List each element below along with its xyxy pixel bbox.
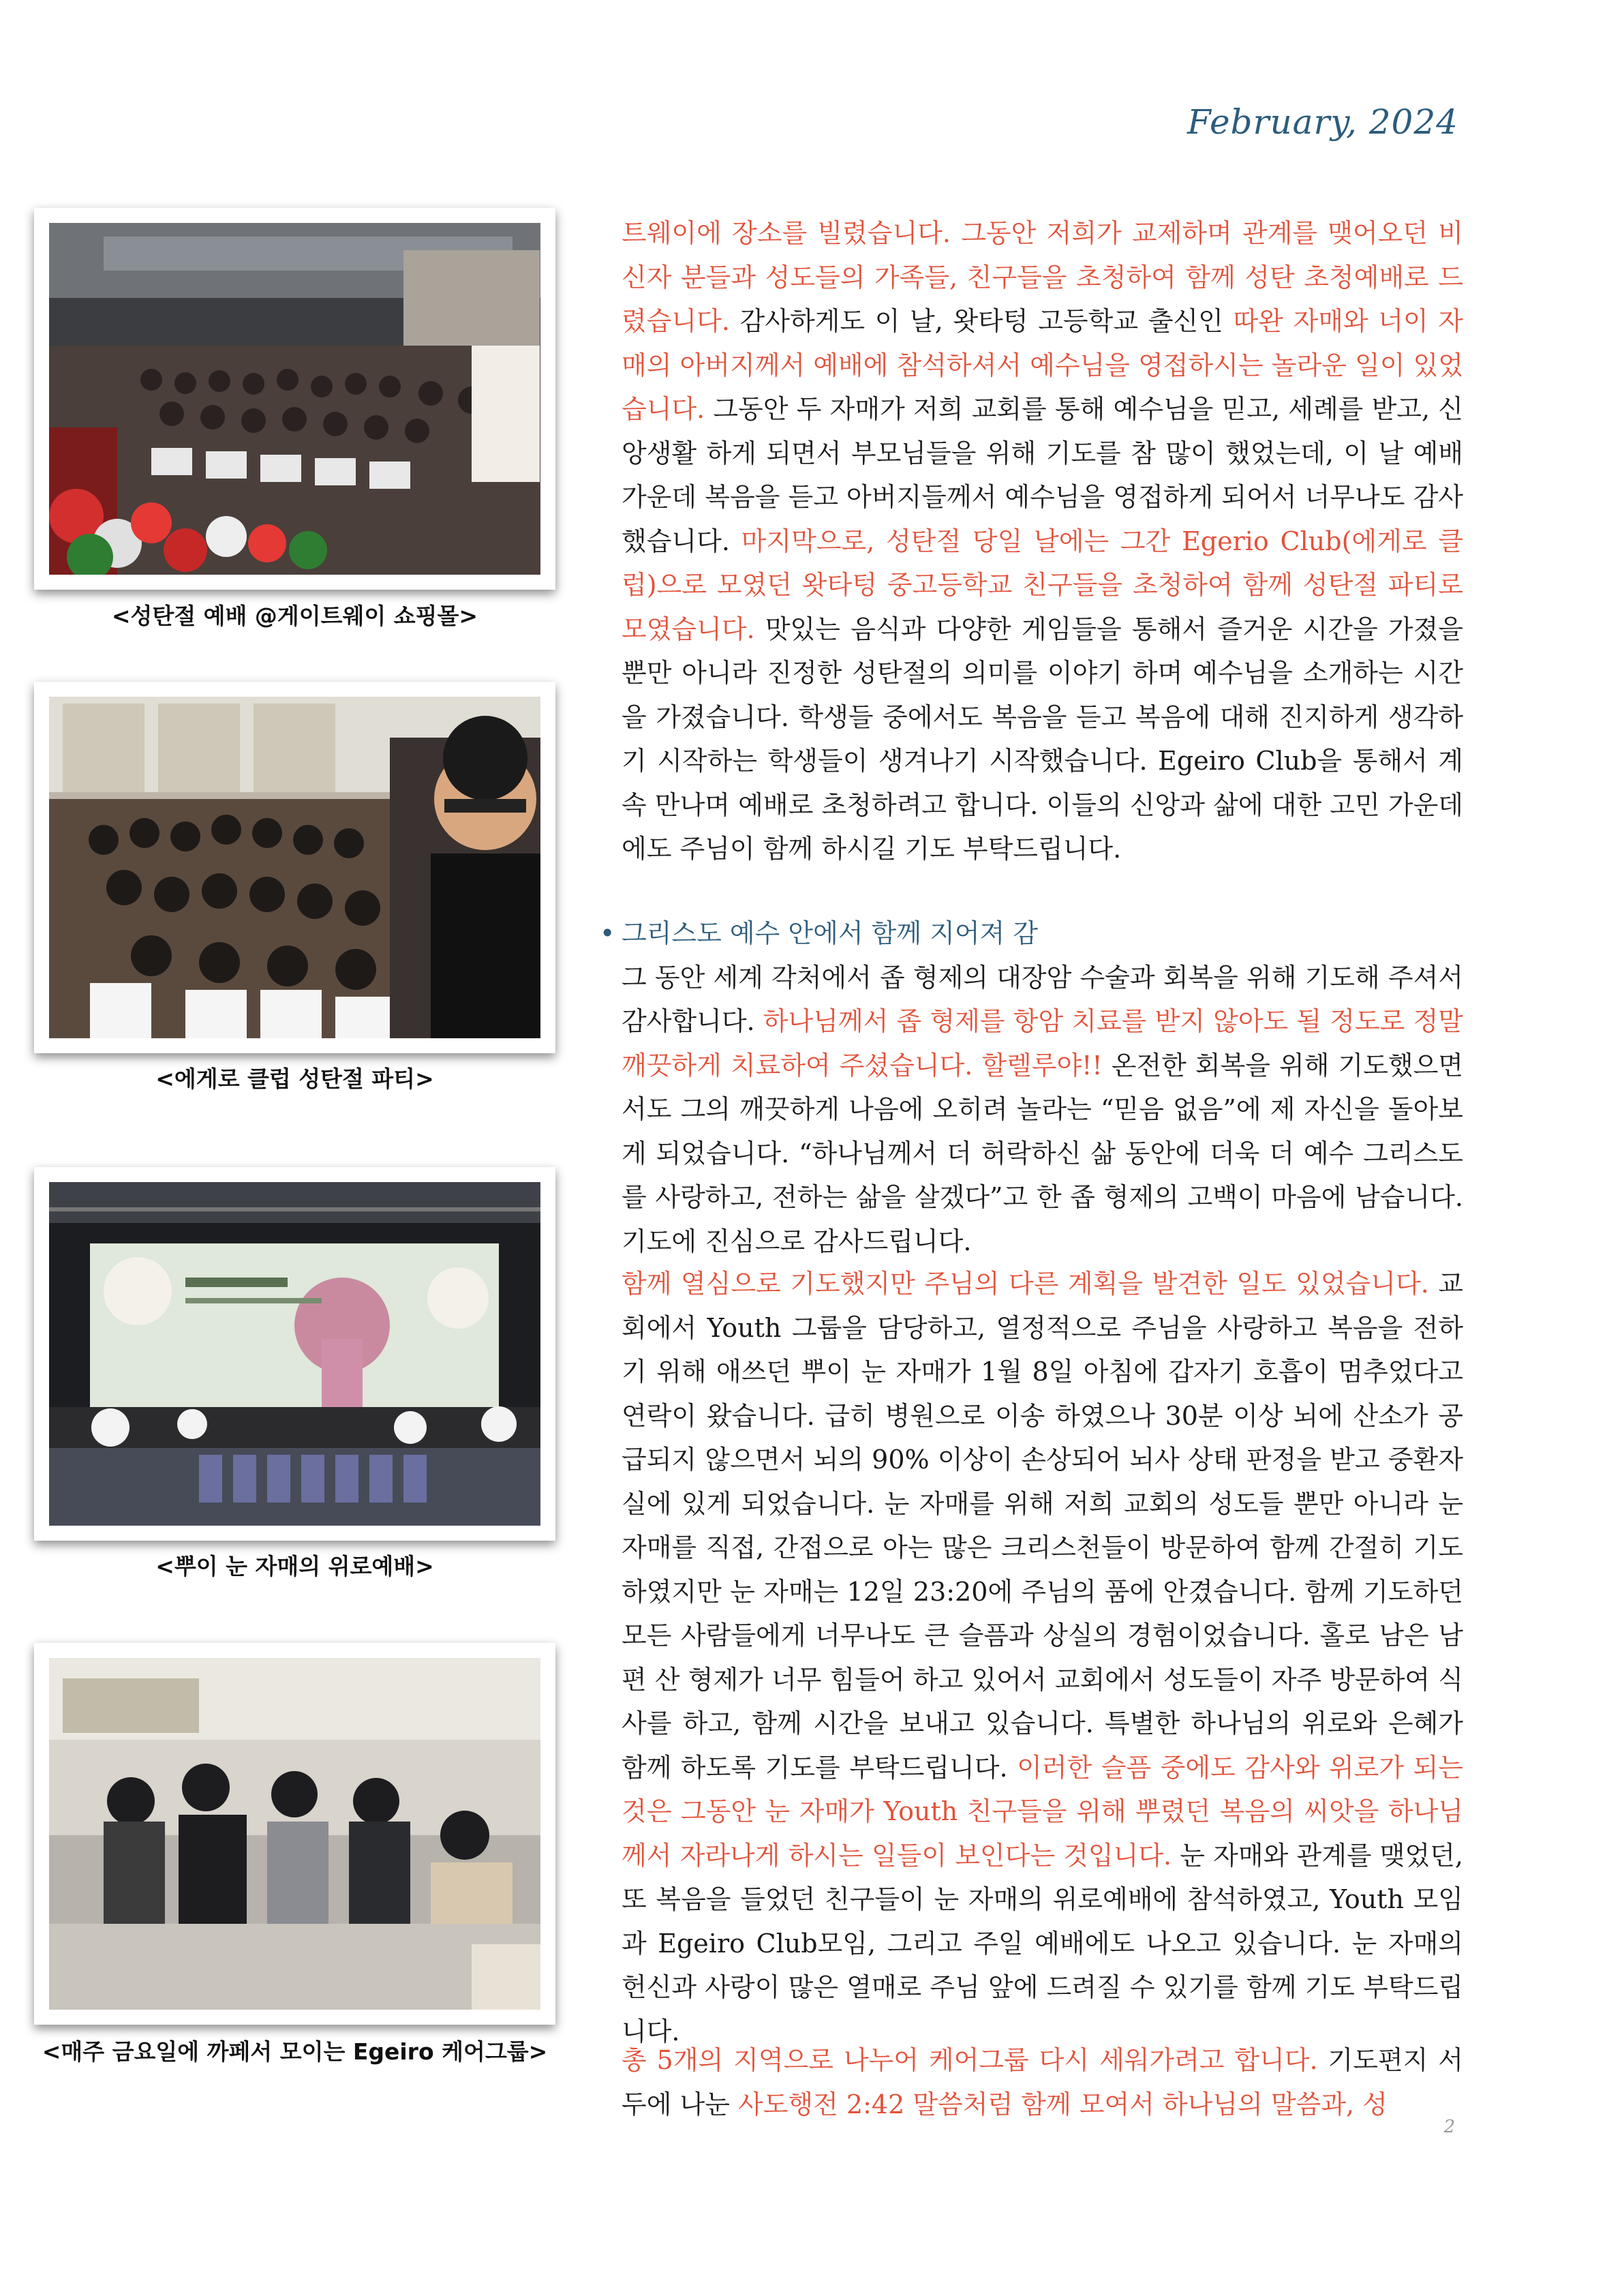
highlight-text: 하나님께서 좁 형제를 항암 치료를 받지 않아도 될 정도로 정말 깨끗하게 치료하여 주셨습니다. 할렐루야!! <box>622 1006 1463 1081</box>
highlight-text: 사도행전 2:42 말씀처럼 함께 모여서 하나님의 말씀과, 성 <box>738 2089 1388 2119</box>
body-text: 기도편지 서두에 나눈 <box>622 2045 1464 2119</box>
body-text: 맛있는 음식과 다양한 게임들을 통해서 즐거운 시간을 가졌을 뿐만 아니라 진정한 성탄절의 의미를 이야기 하며 예수님을 소개하는 시간을 가졌습니다. 학생들 중에서도 복음을 듣고 복음에 대해 진지하게 생각하기 시작하는 학생들이 생겨나기 시작했습니다. Egeiro Club을 통해서 계속 만나며 예배로 초청하려고 합니다. 이들의 신앙과 삶에 대한 고민 가운데에도 주님이 함께 하시길 기도 부탁드립니다. <box>622 614 1463 864</box>
caption-christmas-service: <성탄절 예배 @게이트웨이 쇼핑몰> <box>111 603 478 629</box>
photo-frame-christmas-service <box>34 208 555 590</box>
highlight-text: 트웨이에 장소를 빌렸습니다. 그동안 저희가 교제하며 관계를 맺어오던 비신자 분들과 성도들의 가족들, 친구들을 초청하여 함께 성탄 초청예배로 드렸습니다. <box>622 218 1463 336</box>
article-paragraph-memorial <box>622 1262 1463 2053</box>
photo-frame-memorial-service <box>34 1167 555 1541</box>
caption-care-group: <매주 금요일에 까페서 모이는 Egeiro 케어그룹> <box>42 2038 548 2065</box>
photo-frame-club-party <box>34 682 555 1053</box>
photo-care-group <box>49 1658 540 2010</box>
highlight-text: 마지막으로, 성탄절 당일 날에는 그간 Egerio Club(에게로 클럽)으로 모였던 왓타텅 중고등학교 친구들을 초청하여 함께 성탄절 파티로 모였습니다. <box>622 526 1463 644</box>
body-text: 그 동안 세계 각처에서 좁 형제의 대장암 수술과 회복을 위해 기도해 주셔서 감사합니다. <box>622 962 1463 1036</box>
photo-club-party <box>49 697 540 1038</box>
body-text: 교회에서 Youth 그룹을 담당하고, 열정적으로 주님을 사랑하고 복음을 전하기 위해 애쓰던 뿌이 눈 자매가 1월 8일 아침에 갑자기 호흡이 멈추었다고 연락이 왔습니다. 급히 병원으로 이송 하였으나 30분 이상 뇌에 산소가 공급되지 않으면서 뇌의 90% 이상이 손상되어 뇌사 상태 판정을 받고 중환자실에 있게 되었습니다. 눈 자매를 위해 저희 교회의 성도들 뿐만 아니라 눈 자매를 직접, 간접으로 아는 많은 크리스천들이 방문하여 함께 간절히 기도 하였지만 눈 자매는 12일 23:20에 주님의 품에 안겼습니다. 함께 기도하던 모든 사람들에게 너무나도 큰 슬픔과 상실의 경험이었습니다. 홀로 남은 남편 산 형제가 너무 힘들어 하고 있어서 교회에서 성도들이 자주 방문하여 식사를 하고, 함께 시간을 보내고 있습니다. 특별한 하나님의 위로와 은혜가 함께 하도록 기도를 부탁드립니다. <box>622 1269 1463 1783</box>
highlight-text: 따완 자매와 너이 자매의 아버지께서 예배에 참석하셔서 예수님을 영접하시는 놀라운 일이 있었습니다. <box>622 306 1464 424</box>
body-text: 감사하게도 이 날, 왓타텅 고등학교 출신인 <box>729 306 1234 336</box>
highlight-text: 총 5개의 지역으로 나누어 케어그룹 다시 세워가려고 합니다. <box>622 2045 1318 2075</box>
caption-memorial-service: <뿌이 눈 자매의 위로예배> <box>155 1553 434 1580</box>
caption-club-party: <에게로 클럽 성탄절 파티> <box>155 1066 434 1092</box>
article-paragraph-care-groups <box>622 2038 1463 2126</box>
body-text: 그동안 두 자매가 저희 교회를 통해 예수님을 믿고, 세례를 받고, 신앙생활 하게 되면서 부모님들을 위해 기도를 참 많이 했었는데, 이 날 예배 가운데 복음을 듣고 아버지들께서 예수님을 영접하게 되어서 너무나도 감사했습니다. <box>622 394 1463 556</box>
section-built-together <box>600 911 1463 1263</box>
photo-frame-care-group <box>34 1643 555 2025</box>
photo-christmas-service <box>49 223 540 575</box>
photo-memorial-service <box>49 1182 540 1526</box>
bullet-icon: • <box>600 918 615 948</box>
section-heading: 그리스도 예수 안에서 함께 지어져 감 <box>622 918 1039 948</box>
highlight-text: 함께 열심으로 기도했지만 주님의 다른 계획을 발견한 일도 있었습니다. <box>622 1269 1429 1299</box>
body-text: 눈 자매와 관계를 맺었던, 또 복음을 들었던 친구들이 눈 자매의 위로예배에 참석하였고, Youth 모임과 Egeiro Club모임, 그리고 주일 예배에도 나오고 있습니다. 눈 자매의 헌신과 사랑이 많은 열매로 주님 앞에 드려질 수 있기를 함께 기도 부탁드립니다. <box>622 1840 1463 2046</box>
page-number: 2 <box>1443 2117 1455 2137</box>
highlight-text: 이러한 슬픔 중에도 감사와 위로가 되는 것은 그동안 눈 자매가 Youth 친구들을 위해 뿌렸던 복음의 씨앗을 하나님께서 자라나게 하시는 일들이 보인다는 것입니다. <box>622 1752 1463 1871</box>
article-paragraph-christmas <box>622 211 1463 871</box>
page-date: February, 2024 <box>1187 102 1458 142</box>
body-text: 온전한 회복을 위해 기도했으면서도 그의 깨끗하게 나음에 오히려 놀라는 “믿음 없음”에 제 자신을 돌아보게 되었습니다. “하나님께서 더 허락하신 삶 동안에 더욱 더 예수 그리스도를 사랑하고, 전하는 삶을 살겠다”고 한 좁 형제의 고백이 마음에 남습니다. 기도에 진심으로 감사드립니다. <box>622 1050 1463 1256</box>
